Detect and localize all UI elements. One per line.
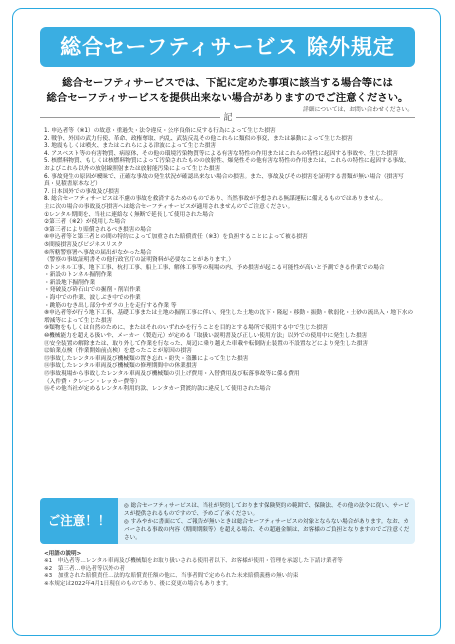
glossary-heading: <用語の説明> (44, 551, 82, 557)
clause-8: 8. 総合セーフティサービスは不慮の事故を救済するためのものであり、当然事故が予想される無謀運転に備えるものではありません。 (44, 196, 387, 203)
list-item: ④申込者等と第三者との間の特約によって加重された賠償責任（※3）を負担することによって被る損害 (44, 234, 308, 241)
clause-8-intro: 主に次の場合の事故及び損害へは総合セーフティサービスが適用されませんのでご注意ください。 (44, 203, 294, 210)
page-title: 総合セーフティサービス 除外規定 (40, 27, 415, 67)
list-item: ・発破及び砕石山での掘削・削岩作業 (44, 287, 141, 294)
inquiry-note: 詳細については、お問い合わせください。 (302, 107, 413, 113)
list-item: ⑮事故現場から事故したレンタル車両及び機械類の引上げ費用・入替費用及び転落事故等に係る費用 (44, 371, 300, 377)
clause-1: 1. 申込者等（※1）の故意・重過失・法令違反・公序良俗に反する行為によって生じた損害 (44, 128, 276, 134)
divider-left (40, 117, 220, 118)
glossary-line: ※2 第三者…申込者等以外の者 (44, 565, 125, 572)
lead-line-2: 総合セーフティサービスを提供出来ない場合がありますのでご注意ください。 (46, 92, 409, 104)
list-item: ⑤間接損害及びビジネスリスク (44, 241, 123, 248)
list-item: ①レンタル期間を、当社に連絡なく無断で延長して使用された場合 (44, 211, 214, 218)
list-item: ⑨類物をもしくは自然のために、またはそれのいずれかを行うことを目的とする場所で使用する中で生じた損害 (44, 325, 328, 332)
list-item: （警察の事故証明書その他行政官庁の証明資料が必要なことがあります。） (44, 257, 235, 264)
caution-box (40, 498, 415, 544)
exclusion-list (44, 128, 414, 394)
list-item: ⑭事故したレンタル車両及び機械類の修理期間中の休業損害 (44, 363, 198, 370)
glossary-line: ※1 申込者等…レンタル車両及び機械類をお取り扱いされる使用者以下、お客様が使用・管理を承認した下請け業者等 (44, 558, 343, 565)
list-item: ⑧申込者等が行う地下工事、基礎工事または土地の掘削工事に伴い、発生した土地の沈下・隆起・移動・振動・軟弱化・土砂の流出入・地下水の増減等によって生じた損害 (44, 310, 414, 324)
list-item: （入件費・クレーン・レッカー費等） (44, 378, 141, 385)
list-item: ⑪安全装置の解除または、取り外して作業を行なった、周辺に乗り越えた車載や転倒防止装置の不設置などにより発生した損害 (44, 340, 369, 347)
clause-4: 4. アスベスト等の有害物質、病原体、その他の環境汚染物質等による有害な特性の作用またはこれらの特性に起因する事故や、生じた損害 (44, 150, 398, 157)
list-item: ②第三者（※2）が使用した場合 (44, 219, 126, 226)
clause-5: 5. 核燃料物質、もしくは核燃料物質によって汚染されたものの放射性、爆発性その他有害な特性の作用または、これらの特性に起因する事故、およびこれら以外の放射線照射または放射能汚染によって生じた損害 (44, 158, 410, 172)
clause-7: 7. 日本国外での事故及び損害 (44, 188, 120, 195)
list-item: ⑬事故したレンタル車両及び機械類の置き忘れ・紛失・盗難によって生じた損害 (44, 355, 249, 362)
divider-right (236, 117, 415, 118)
list-item: ・海中での作業、波しぶき中での作業 (44, 295, 141, 302)
lead-text (40, 76, 415, 106)
caution-body (124, 502, 410, 542)
list-item: ⑦トンネル工事、地下工事、杭打工事、船上工事、解体工事等の現場の内、予め損害が起こる可能性が高いと予測できる作業での場合 (44, 264, 385, 271)
glossary-line: ※3 加重された賠償責任…法的な賠償責任額の他に、当事者間で定められた未来賠償義務の無い約束 (44, 573, 299, 580)
clause-6: 6. 事故発生の原因が曖昧で、正確な事故の発生状況が確認出来ない場合の損害。また、事故及びその損害を証明する書類が無い場合（損害写真・見積書原本など） (44, 173, 404, 188)
ki-heading: 記 (223, 113, 233, 123)
lead-line-1: 総合セーフティサービスでは、下記に定めた事項に該当する場合等には (62, 77, 393, 89)
caution-line-2: ◎ すみやかに書面にて、ご報告が無いときは総合セーフティサービスの対象とならない場合があります。なお、カバーされる事故の内容（期間期限等）を超える場合、その超過金額は、お客様のご負担となりますのでご注意ください。 (124, 519, 410, 541)
list-item: ③第三者により賠償されるべき損害の場合 (44, 226, 152, 233)
list-item: ⑫始業点検（作業開始前点検）を怠ったことが原因の損害 (44, 348, 192, 355)
list-item: ・跳筋のむき出し部分やガラの上を走行する作業 等 (44, 302, 177, 309)
list-item: ⑯その他当社が定めるレンタル利用約款、レンタカー貸渡約款に違反して使用された場合 (44, 386, 271, 393)
list-item: ⑥所轄警察署へ事故の届出がなかった場合 (44, 249, 152, 256)
list-item: ⑩機械能力を超える扱いや、メーカー（製造元）が定める「取扱い説明書及び正しい使用方法」以外での使用中に発生した損害 (44, 333, 368, 340)
glossary-line: ※本規定は2022年4月1日現在のものであり、後に変更の場合もあります。 (44, 580, 232, 587)
list-item: ・新設のトンネル掘削作業 (44, 272, 113, 279)
caution-line-1: ◎ 総合セーフティサービスは、当社が契約しております保険契約の範囲で、保険法、その他の法令に従い、サービスが提供されるものですので、予めご了承ください。 (124, 503, 410, 517)
list-item: ・新設地下掘削作業 (44, 279, 96, 286)
clause-2: 2. 戦争、外国の武力行使、革命、政権奪取、内乱、武装反乱その他これらに類似の事変、または暴動によって生じた損害 (44, 135, 353, 142)
glossary-notes (44, 551, 414, 588)
caution-title: ご注意！！ (40, 498, 118, 544)
clause-3: 3. 地震もしくは噴火、またはこれらによる津波によって生じた損害 (44, 143, 217, 150)
